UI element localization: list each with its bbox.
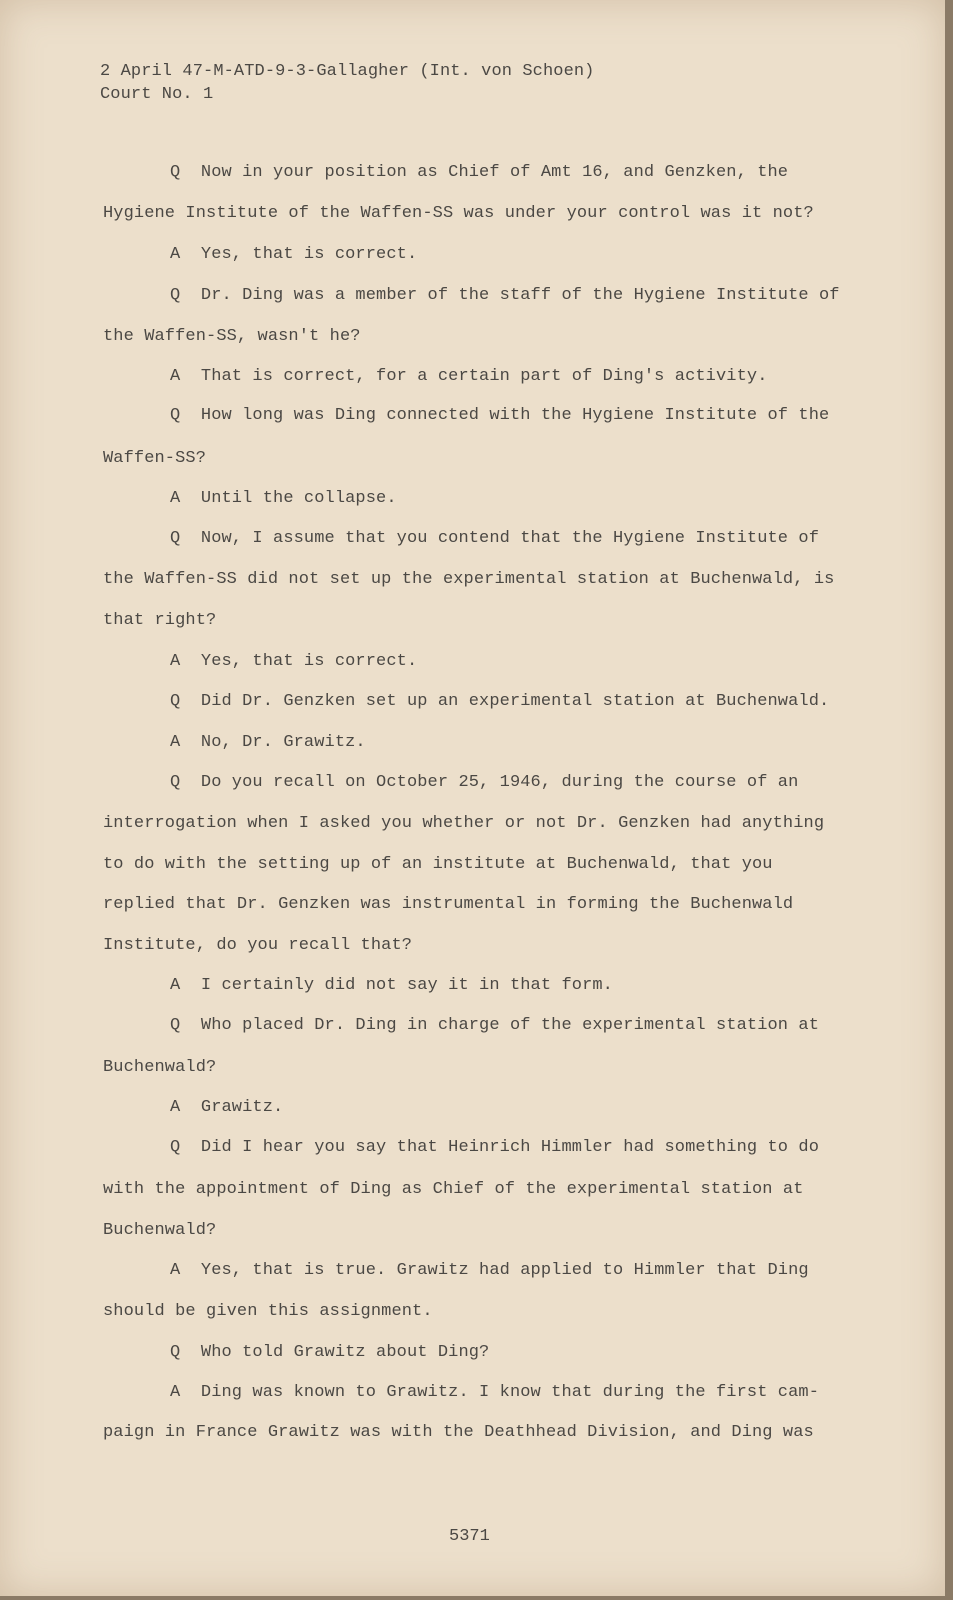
transcript-line: Q Who placed Dr. Ding in charge of the experimental station at [170,1016,820,1035]
transcript-line: interrogation when I asked you whether or not Dr. Genzken had anything [103,814,825,833]
transcript-line: Buchenwald? [103,1058,217,1077]
transcript-line: Institute, do you recall that? [103,936,413,955]
transcript-line: replied that Dr. Genzken was instrumental in forming the Buchenwald [103,895,794,914]
page-number: 5371 [449,1527,490,1546]
header-line-1: 2 April 47-M-ATD-9-3-Gallagher (Int. von Schoen) [100,62,595,81]
transcript-line: A Yes, that is true. Grawitz had applied to Himmler that Ding [170,1261,809,1280]
transcript-line: Q How long was Ding connected with the Hygiene Institute of the [170,406,830,425]
transcript-line: with the appointment of Ding as Chief of the experimental station at [103,1180,804,1199]
transcript-line: Q Who told Grawitz about Ding? [170,1343,490,1362]
transcript-line: A Grawitz. [170,1098,284,1117]
transcript-line: Q Now, I assume that you contend that the Hygiene Institute of [170,529,820,548]
transcript-line: A Yes, that is correct. [170,652,418,671]
transcript-line: Q Do you recall on October 25, 1946, during the course of an [170,773,799,792]
transcript-line: should be given this assignment. [103,1302,433,1321]
transcript-line: A That is correct, for a certain part of Ding's activity. [170,367,768,386]
transcript-line: Q Dr. Ding was a member of the staff of the Hygiene Institute of [170,286,840,305]
transcript-line: that right? [103,611,217,630]
transcript-line: Hygiene Institute of the Waffen-SS was under your control was it not? [103,204,814,223]
transcript-line: A Ding was known to Grawitz. I know that during the first cam- [170,1383,820,1402]
transcript-line: Q Now in your position as Chief of Amt 16, and Genzken, the [170,163,789,182]
transcript-line: Q Did Dr. Genzken set up an experimental station at Buchenwald. [170,692,830,711]
transcript-line: paign in France Grawitz was with the Deathhead Division, and Ding was [103,1423,814,1442]
transcript-line: the Waffen-SS did not set up the experimental station at Buchenwald, is [103,570,835,589]
transcript-line: Q Did I hear you say that Heinrich Himmler had something to do [170,1138,820,1157]
transcript-line: to do with the setting up of an institute at Buchenwald, that you [103,855,773,874]
transcript-line: Buchenwald? [103,1221,217,1240]
transcript-line: A I certainly did not say it in that form. [170,976,613,995]
transcript-line: A No, Dr. Grawitz. [170,733,366,752]
transcript-line: A Until the collapse. [170,489,397,508]
transcript-line: A Yes, that is correct. [170,245,418,264]
header-line-2: Court No. 1 [100,85,214,104]
transcript-line: Waffen-SS? [103,449,207,468]
transcript-line: the Waffen-SS, wasn't he? [103,327,361,346]
